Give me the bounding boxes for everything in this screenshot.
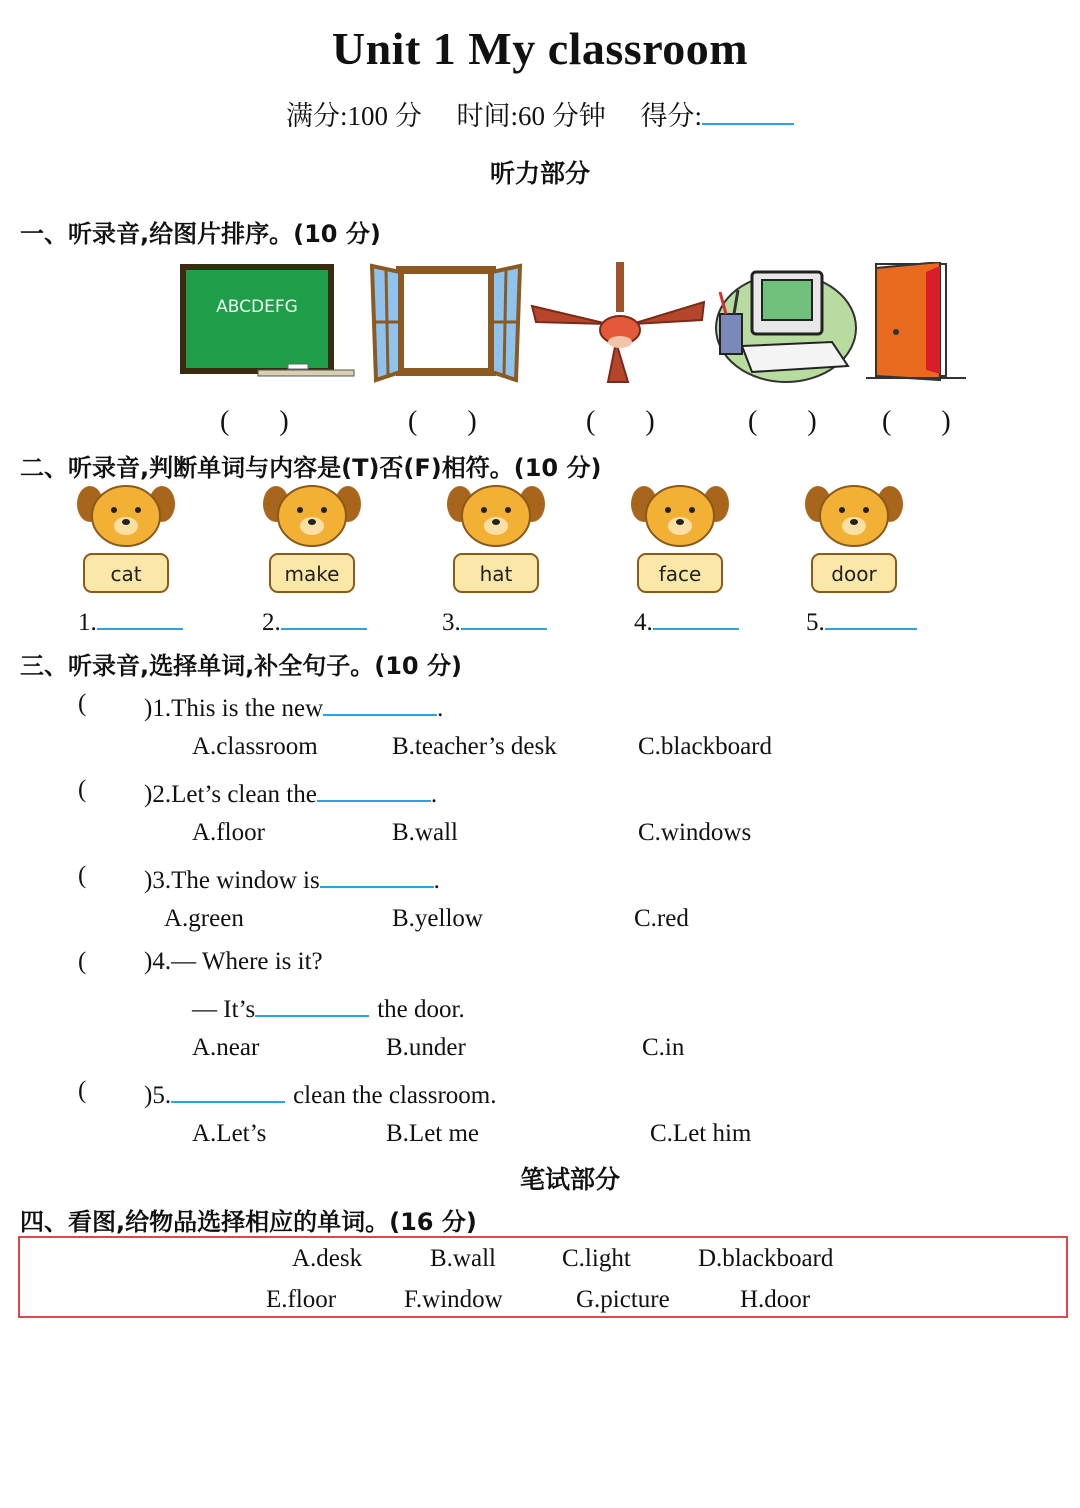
bear-card-make bbox=[262, 482, 362, 594]
bear-card-door bbox=[804, 482, 904, 594]
word-option-f: F.window bbox=[404, 1286, 503, 1313]
q4-stem: )4.— Where is it? bbox=[144, 948, 323, 975]
word-bank-box bbox=[18, 1236, 1068, 1318]
word-option-d: D.blackboard bbox=[698, 1245, 834, 1272]
q2-option-b: B.wall bbox=[392, 819, 458, 846]
bear-card-face bbox=[630, 482, 730, 594]
word-option-b: B.wall bbox=[430, 1245, 496, 1272]
word-option-g: G.picture bbox=[576, 1286, 670, 1313]
q1-option-c: C.blackboard bbox=[638, 733, 772, 760]
bear-word-door: door bbox=[831, 562, 877, 586]
q5-option-c: C.Let him bbox=[650, 1120, 752, 1147]
q2-option-a: A.floor bbox=[192, 819, 265, 846]
blackboard-text: ABCDEFG bbox=[216, 297, 298, 317]
tf-answer-4[interactable]: 4. bbox=[634, 604, 739, 637]
time-limit: 时间:60 分钟 bbox=[456, 101, 606, 131]
score-blank[interactable] bbox=[702, 99, 794, 125]
answer-paren-1[interactable]: ( ) bbox=[220, 406, 289, 437]
q5-stem: )5. clean the classroom. bbox=[144, 1077, 496, 1110]
q3-paren[interactable]: ( bbox=[78, 862, 87, 889]
answer-paren-2[interactable]: ( ) bbox=[408, 406, 477, 437]
q5-paren[interactable]: ( bbox=[78, 1077, 87, 1104]
exam-meta bbox=[0, 94, 1080, 133]
section-2-title: 二、听录音,判断单词与内容是(T)否(F)相符。(10 分) bbox=[20, 454, 602, 482]
bear-word-make: make bbox=[284, 562, 340, 586]
answer-paren-3[interactable]: ( ) bbox=[586, 406, 655, 437]
tf-answer-5[interactable]: 5. bbox=[806, 604, 917, 637]
full-marks: 满分:100 分 bbox=[285, 101, 422, 131]
q4-answer-line: — It’s the door. bbox=[192, 991, 465, 1024]
computer-picture bbox=[712, 262, 858, 384]
word-option-a: A.desk bbox=[292, 1245, 363, 1272]
blackboard-picture bbox=[178, 262, 358, 384]
q4-option-b: B.under bbox=[386, 1034, 466, 1061]
q1-paren[interactable]: ( bbox=[78, 690, 87, 717]
score-field bbox=[641, 101, 795, 131]
q1-stem: )1.This is the new . bbox=[144, 690, 443, 723]
tf-answer-3[interactable]: 3. bbox=[442, 604, 547, 637]
q2-option-c: C.windows bbox=[638, 819, 752, 846]
q3-stem: )3.The window is . bbox=[144, 862, 440, 895]
q1-option-a: A.classroom bbox=[192, 733, 318, 760]
tf-answer-2[interactable]: 2. bbox=[262, 604, 367, 637]
section-4-title: 四、看图,给物品选择相应的单词。(16 分) bbox=[20, 1208, 477, 1236]
q5-option-b: B.Let me bbox=[386, 1120, 480, 1147]
q5-option-a: A.Let’s bbox=[192, 1120, 267, 1147]
q3-option-b: B.yellow bbox=[392, 905, 483, 932]
window-picture bbox=[370, 262, 522, 384]
section-1-title: 一、听录音,给图片排序。(10 分) bbox=[20, 220, 381, 248]
door-picture bbox=[866, 262, 968, 384]
bear-word-cat: cat bbox=[110, 562, 142, 586]
page-title: Unit 1 My classroom bbox=[331, 23, 749, 74]
answer-paren-5[interactable]: ( ) bbox=[882, 406, 951, 437]
q4-paren[interactable]: ( bbox=[78, 948, 87, 975]
section-3-title: 三、听录音,选择单词,补全句子。(10 分) bbox=[20, 652, 462, 680]
writing-heading: 笔试部分 bbox=[519, 1165, 620, 1194]
listening-heading: 听力部分 bbox=[489, 159, 590, 188]
q3-option-c: C.red bbox=[634, 905, 689, 932]
bear-card-cat bbox=[76, 482, 176, 594]
word-option-c: C.light bbox=[562, 1245, 631, 1272]
bear-word-face: face bbox=[658, 562, 702, 586]
q3-option-a: A.green bbox=[164, 905, 244, 932]
q2-paren[interactable]: ( bbox=[78, 776, 87, 803]
answer-paren-4[interactable]: ( ) bbox=[748, 406, 817, 437]
q1-option-b: B.teacher’s desk bbox=[392, 733, 557, 760]
bear-card-hat bbox=[446, 482, 546, 594]
word-option-h: H.door bbox=[740, 1286, 811, 1313]
fan-picture bbox=[528, 262, 708, 384]
q4-option-a: A.near bbox=[192, 1034, 260, 1061]
word-option-e: E.floor bbox=[266, 1286, 337, 1313]
bear-word-hat: hat bbox=[479, 562, 513, 586]
q2-stem: )2.Let’s clean the . bbox=[144, 776, 437, 809]
tf-answer-1[interactable]: 1. bbox=[78, 604, 183, 637]
q4-option-c: C.in bbox=[642, 1034, 685, 1061]
score-label: 得分: bbox=[640, 101, 703, 131]
